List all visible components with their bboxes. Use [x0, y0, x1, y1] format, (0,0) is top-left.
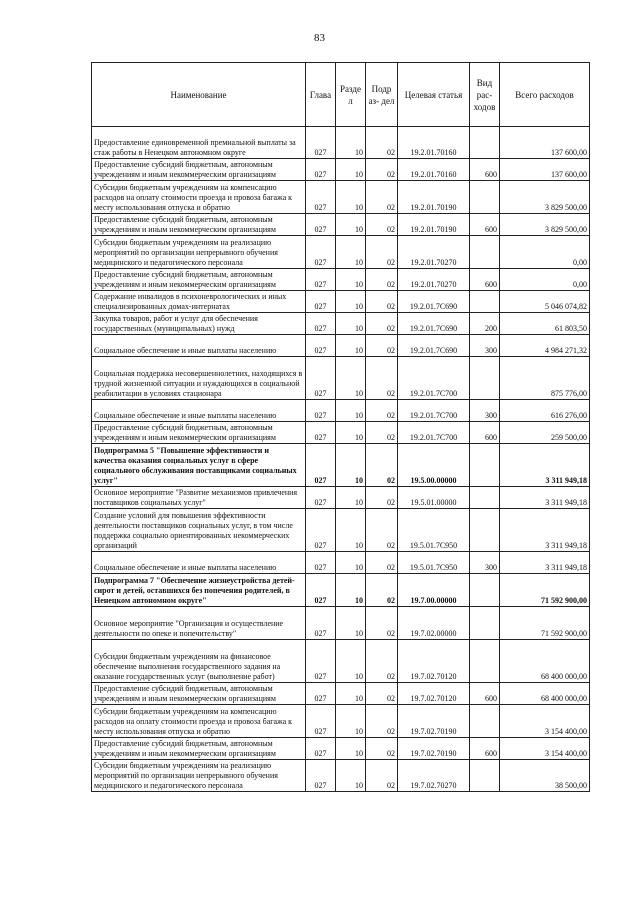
cell-subsection: 02	[366, 487, 398, 509]
cell-subsection: 02	[366, 400, 398, 422]
cell-chapter: 027	[306, 181, 336, 214]
cell-chapter: 027	[306, 236, 336, 269]
cell-chapter: 027	[306, 127, 336, 159]
cell-section: 10	[336, 552, 366, 574]
cell-total: 0,00	[500, 236, 590, 269]
cell-subsection: 02	[366, 640, 398, 683]
cell-chapter: 027	[306, 487, 336, 509]
table-row	[92, 738, 590, 760]
cell-chapter: 027	[306, 683, 336, 705]
cell-chapter: 027	[306, 159, 336, 181]
cell-total: 616 276,00	[500, 400, 590, 422]
cell-subsection: 02	[366, 159, 398, 181]
header-chapter: Глава	[306, 63, 336, 127]
cell-target: 19.5.01.00000	[398, 487, 470, 509]
cell-subsection: 02	[366, 422, 398, 444]
header-target: Целевая статья	[398, 63, 470, 127]
cell-section: 10	[336, 487, 366, 509]
cell-type: 600	[470, 738, 500, 760]
cell-section: 10	[336, 181, 366, 214]
cell-name: Основное мероприятие "Организация и осуществление деятельности по опеке и попечительству"	[92, 607, 306, 640]
header-name: Наименование	[92, 63, 306, 127]
cell-type	[470, 607, 500, 640]
cell-section: 10	[336, 683, 366, 705]
table-row	[92, 127, 590, 159]
cell-name: Субсидии бюджетным учреждениям на реализацию мероприятий по организации непрерывного обучения медицинского и педагогического персонала	[92, 236, 306, 269]
cell-chapter: 027	[306, 357, 336, 400]
cell-name: Социальное обеспечение и иные выплаты населению	[92, 552, 306, 574]
budget-table	[91, 62, 590, 792]
cell-subsection: 02	[366, 509, 398, 552]
cell-total: 5 046 074,82	[500, 291, 590, 313]
cell-section: 10	[336, 159, 366, 181]
cell-chapter: 027	[306, 705, 336, 738]
header-type: Вид рас- ходов	[470, 63, 500, 127]
cell-subsection: 02	[366, 683, 398, 705]
cell-target: 19.2.01.7С700	[398, 400, 470, 422]
table-row	[92, 313, 590, 335]
cell-total: 3 154 400,00	[500, 705, 590, 738]
cell-subsection: 02	[366, 269, 398, 291]
cell-target: 19.7.02.70190	[398, 738, 470, 760]
cell-subsection: 02	[366, 444, 398, 487]
header-total: Всего расходов	[500, 63, 590, 127]
cell-section: 10	[336, 574, 366, 607]
cell-total: 71 592 900,00	[500, 574, 590, 607]
table-row	[92, 291, 590, 313]
cell-name: Предоставление субсидий бюджетным, автономным учреждениям и иным некоммерческим организациям	[92, 738, 306, 760]
cell-type	[470, 236, 500, 269]
table-row	[92, 335, 590, 357]
cell-name: Предоставление субсидий бюджетным, автономным учреждениям и иным некоммерческим организациям	[92, 214, 306, 236]
cell-total: 259 500,00	[500, 422, 590, 444]
cell-type	[470, 487, 500, 509]
cell-chapter: 027	[306, 444, 336, 487]
cell-target: 19.7.02.70190	[398, 705, 470, 738]
cell-name: Предоставление субсидий бюджетным, автономным учреждениям и иным некоммерческим организациям	[92, 422, 306, 444]
cell-total: 137 600,00	[500, 127, 590, 159]
cell-type	[470, 509, 500, 552]
cell-target: 19.2.01.70160	[398, 127, 470, 159]
cell-total: 38 500,00	[500, 760, 590, 792]
cell-target: 19.7.02.70120	[398, 640, 470, 683]
cell-name: Социальное обеспечение и иные выплаты населению	[92, 335, 306, 357]
cell-chapter: 027	[306, 552, 336, 574]
cell-target: 19.2.01.70270	[398, 269, 470, 291]
cell-name: Предоставление единовременной премиальной выплаты за стаж работы в Ненецком автономном округе	[92, 127, 306, 159]
cell-total: 71 592 900,00	[500, 607, 590, 640]
table-row	[92, 236, 590, 269]
cell-chapter: 027	[306, 607, 336, 640]
cell-name: Предоставление субсидий бюджетным, автономным учреждениям и иным некоммерческим организациям	[92, 269, 306, 291]
cell-section: 10	[336, 236, 366, 269]
cell-target: 19.5.00.00000	[398, 444, 470, 487]
cell-name: Социальное обеспечение и иные выплаты населению	[92, 400, 306, 422]
cell-target: 19.5.01.7С950	[398, 552, 470, 574]
cell-section: 10	[336, 214, 366, 236]
cell-target: 19.2.01.7С700	[398, 422, 470, 444]
cell-total: 61 803,50	[500, 313, 590, 335]
cell-total: 0,00	[500, 269, 590, 291]
page-number: 83	[314, 32, 325, 44]
cell-subsection: 02	[366, 236, 398, 269]
cell-type: 600	[470, 159, 500, 181]
table-row	[92, 269, 590, 291]
cell-name: Подпрограмма 5 "Повышение эффективности и качества оказания социальных услуг в сфере социального обслуживания поставщиками социальных услуг"	[92, 444, 306, 487]
cell-section: 10	[336, 335, 366, 357]
table-header-row	[92, 63, 590, 127]
cell-subsection: 02	[366, 738, 398, 760]
cell-name: Создание условий для повышения эффективности деятельности поставщиков социальных услуг, в том числе поддержка социально ориентированных некоммерческих организаций	[92, 509, 306, 552]
cell-subsection: 02	[366, 357, 398, 400]
cell-target: 19.2.01.7С700	[398, 357, 470, 400]
cell-total: 68 400 000,00	[500, 683, 590, 705]
cell-subsection: 02	[366, 760, 398, 792]
cell-type: 300	[470, 335, 500, 357]
cell-target: 19.2.01.70190	[398, 214, 470, 236]
cell-target: 19.2.01.70160	[398, 159, 470, 181]
table-row	[92, 509, 590, 552]
cell-section: 10	[336, 127, 366, 159]
cell-subsection: 02	[366, 335, 398, 357]
cell-chapter: 027	[306, 640, 336, 683]
cell-total: 3 311 949,18	[500, 552, 590, 574]
cell-type	[470, 574, 500, 607]
cell-total: 68 400 000,00	[500, 640, 590, 683]
table-row	[92, 181, 590, 214]
cell-section: 10	[336, 760, 366, 792]
cell-subsection: 02	[366, 181, 398, 214]
cell-name: Содержание инвалидов в психоневрологических и иных специализированных домах-интернатах	[92, 291, 306, 313]
cell-chapter: 027	[306, 400, 336, 422]
table-row	[92, 705, 590, 738]
cell-target: 19.7.02.70120	[398, 683, 470, 705]
cell-total: 875 776,00	[500, 357, 590, 400]
cell-total: 3 829 500,00	[500, 181, 590, 214]
cell-type: 300	[470, 400, 500, 422]
cell-section: 10	[336, 269, 366, 291]
cell-chapter: 027	[306, 509, 336, 552]
cell-chapter: 027	[306, 574, 336, 607]
cell-type	[470, 640, 500, 683]
cell-name: Основное мероприятие "Развитие механизмов привлечения поставщиков социальных услуг"	[92, 487, 306, 509]
cell-total: 3 311 949,18	[500, 444, 590, 487]
cell-subsection: 02	[366, 313, 398, 335]
cell-target: 19.2.01.70190	[398, 181, 470, 214]
cell-total: 3 311 949,18	[500, 509, 590, 552]
cell-subsection: 02	[366, 552, 398, 574]
cell-section: 10	[336, 705, 366, 738]
table-row	[92, 552, 590, 574]
cell-type: 600	[470, 214, 500, 236]
cell-type: 600	[470, 269, 500, 291]
cell-target: 19.5.01.7С950	[398, 509, 470, 552]
cell-type	[470, 127, 500, 159]
cell-type: 200	[470, 313, 500, 335]
cell-type	[470, 760, 500, 792]
cell-target: 19.7.02.00000	[398, 607, 470, 640]
table-row	[92, 574, 590, 607]
cell-subsection: 02	[366, 705, 398, 738]
cell-section: 10	[336, 738, 366, 760]
table-row	[92, 607, 590, 640]
cell-subsection: 02	[366, 214, 398, 236]
cell-name: Субсидии бюджетным учреждениям на финансовое обеспечение выполнения государственного задания на оказание государственных услуг (выполнение работ)	[92, 640, 306, 683]
cell-section: 10	[336, 313, 366, 335]
cell-name: Субсидии бюджетным учреждениям на реализацию мероприятий по организации непрерывного обучения медицинского и педагогического персонала	[92, 760, 306, 792]
cell-target: 19.7.00.00000	[398, 574, 470, 607]
table-row	[92, 760, 590, 792]
cell-section: 10	[336, 640, 366, 683]
cell-chapter: 027	[306, 422, 336, 444]
cell-type	[470, 444, 500, 487]
cell-name: Предоставление субсидий бюджетным, автономным учреждениям и иным некоммерческим организациям	[92, 159, 306, 181]
cell-total: 4 984 271,32	[500, 335, 590, 357]
cell-section: 10	[336, 291, 366, 313]
cell-name: Субсидии бюджетным учреждениям на компенсацию расходов на оплату стоимости проезда и провоза багажа к месту использования отпуска и обратно	[92, 181, 306, 214]
cell-name: Предоставление субсидий бюджетным, автономным учреждениям и иным некоммерческим организациям	[92, 683, 306, 705]
cell-section: 10	[336, 357, 366, 400]
cell-target: 19.2.01.7С690	[398, 291, 470, 313]
header-subsection: Подр аз- дел	[366, 63, 398, 127]
cell-name: Подпрограмма 7 "Обеспечение жизнеустройства детей-сирот и детей, оставшихся без попечения родителей, в Ненецком автономном округе"	[92, 574, 306, 607]
cell-section: 10	[336, 607, 366, 640]
cell-chapter: 027	[306, 335, 336, 357]
table-row	[92, 159, 590, 181]
cell-subsection: 02	[366, 291, 398, 313]
cell-chapter: 027	[306, 313, 336, 335]
cell-type: 600	[470, 683, 500, 705]
table-row	[92, 422, 590, 444]
cell-total: 3 154 400,00	[500, 738, 590, 760]
cell-type	[470, 705, 500, 738]
cell-subsection: 02	[366, 607, 398, 640]
table-row	[92, 400, 590, 422]
table-row	[92, 214, 590, 236]
cell-target: 19.2.01.7С690	[398, 335, 470, 357]
cell-chapter: 027	[306, 738, 336, 760]
cell-total: 137 600,00	[500, 159, 590, 181]
cell-name: Субсидии бюджетным учреждениям на компенсацию расходов на оплату стоимости проезда и провоза багажа к месту использования отпуска и обратно	[92, 705, 306, 738]
table-row	[92, 640, 590, 683]
cell-target: 19.2.01.70270	[398, 236, 470, 269]
cell-name: Закупка товаров, работ и услуг для обеспечения государственных (муниципальных) нужд	[92, 313, 306, 335]
table-row	[92, 444, 590, 487]
cell-type	[470, 291, 500, 313]
cell-chapter: 027	[306, 291, 336, 313]
cell-chapter: 027	[306, 760, 336, 792]
cell-type	[470, 357, 500, 400]
cell-target: 19.7.02.70270	[398, 760, 470, 792]
cell-subsection: 02	[366, 574, 398, 607]
cell-section: 10	[336, 509, 366, 552]
cell-chapter: 027	[306, 269, 336, 291]
cell-section: 10	[336, 444, 366, 487]
cell-total: 3 311 949,18	[500, 487, 590, 509]
cell-target: 19.2.01.7С690	[398, 313, 470, 335]
cell-subsection: 02	[366, 127, 398, 159]
cell-total: 3 829 500,00	[500, 214, 590, 236]
cell-type	[470, 181, 500, 214]
cell-chapter: 027	[306, 214, 336, 236]
table-row	[92, 683, 590, 705]
table-row	[92, 487, 590, 509]
cell-section: 10	[336, 422, 366, 444]
header-section: Разде л	[336, 63, 366, 127]
table-row	[92, 357, 590, 400]
cell-section: 10	[336, 400, 366, 422]
cell-type: 300	[470, 552, 500, 574]
cell-type: 600	[470, 422, 500, 444]
cell-name: Социальная поддержка несовершеннолетних, находящихся в трудной жизненной ситуации и нуждающихся в социальной реабилитации в условиях стационара	[92, 357, 306, 400]
